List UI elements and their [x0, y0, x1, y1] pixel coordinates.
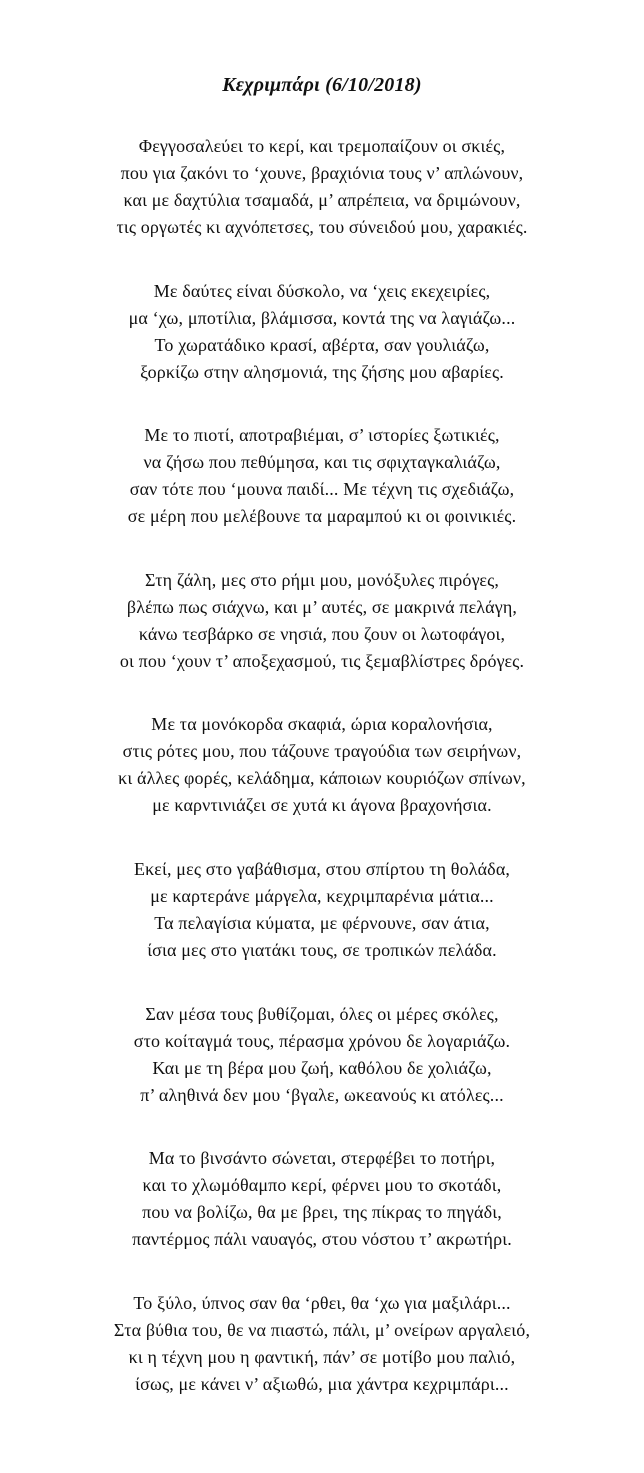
verse-line: Και με τη βέρα μου ζωή, καθόλου δε χολιάζω, — [152, 1057, 492, 1078]
verse-line: Το ξύλο, ύπνος σαν θα ‘ρθει, θα ‘χω για μαξιλάρι... — [133, 1292, 511, 1313]
stanza-4 — [0, 567, 644, 675]
verse-line: ίσια μες στο γιατάκι τους, σε τροπικών πελάδα. — [147, 939, 497, 960]
verse-line: ίσως, με κάνει ν’ αξιωθώ, μια χάντρα κεχριμπάρι... — [135, 1373, 509, 1394]
verse-line: και το χλωμόθαμπο κερί, φέρνει μου το σκοτάδι, — [142, 1175, 502, 1196]
verse-line: παντέρμος πάλι ναυαγός, στου νόστου τ’ ακρωτήρι. — [132, 1229, 512, 1250]
verse-line: Σαν μέσα τους βυθίζομαι, όλες οι μέρες σκόλες, — [145, 1003, 499, 1024]
verse-line: Το χωρατάδικο κρασί, αβέρτα, σαν γουλιάζω, — [154, 334, 490, 355]
verse-line: Εκεί, μες στο γαβάθισμα, στου σπίρτου τη θολάδα, — [133, 858, 511, 879]
verse-line: ξορκίζω στην αλησμονιά, της ζήσης μου αβαρίες. — [140, 361, 504, 382]
verse-line: να ζήσω που πεθύμησα, και τις σφιχταγκαλιάζω, — [143, 452, 501, 473]
verse-line: που για ζακόνι το ‘χουνε, βραχιόνια τους ν’ απλώνουν, — [120, 163, 524, 183]
verse-line: με καρντινιάζει σε χυτά κι άγονα βραχονήσια. — [152, 795, 492, 816]
stanza-8 — [0, 1145, 644, 1253]
verse-line: στο κοίταγμά τους, πέρασμα χρόνου δε λογαριάζω. — [133, 1030, 511, 1051]
verse-line: π’ αληθινά δεν μου ‘βγαλε, ωκεανούς κι ατόλες... — [140, 1084, 504, 1105]
verse-line: και με δαχτύλια τσαμαδά, μ’ απρέπεια, να δριμώνουν, — [123, 190, 521, 210]
verse-line: Με το πιοτί, αποτραβιέμαι, σ’ ιστορίες ξωτικιές, — [144, 425, 500, 446]
verse-line: σε μέρη που μελέβουνε τα μαραμπού κι οι φοινικιές. — [127, 506, 517, 527]
verse-line: Στη ζάλη, μες στο ρήμι μου, μονόξυλες πιρόγες, — [144, 569, 500, 590]
stanza-3 — [0, 422, 644, 530]
stanza-1 — [0, 133, 644, 241]
verse-line: που να βολίζω, θα με βρει, της πίκρας το πηγάδι, — [142, 1202, 502, 1223]
verse-line: με καρτεράνε μάργελα, κεχριμπαρένια μάτια... — [150, 885, 494, 906]
verse-line: Φεγγοσαλεύει το κερί, και τρεμοπαίζουν οι σκιές, — [138, 136, 506, 156]
stanza-7 — [0, 1001, 644, 1109]
poem-title: Κεχριμπάρι (6/10/2018) — [222, 74, 422, 96]
verse-line: κι άλλες φορές, κελάδημα, κάποιων κουριόζων σπίνων, — [118, 768, 526, 789]
stanza-6 — [0, 856, 644, 964]
verse-line: Με δαύτες είναι δύσκολο, να ‘χεις εκεχειρίες, — [153, 280, 491, 301]
verse-line: Στα βύθια του, θε να πιαστώ, πάλι, μ’ ονείρων αργαλειό, — [113, 1319, 531, 1340]
stanza-5 — [0, 711, 644, 819]
stanza-9 — [0, 1290, 644, 1398]
verse-line: βλέπω πως σιάχνω, και μ’ αυτές, σε μακρινά πελάγη, — [126, 596, 518, 617]
verse-line: Μα το βινσάντο σώνεται, στερφέβει το ποτήρι, — [148, 1148, 496, 1169]
verse-line: τις οργωτές κι αχνόπετσες, του σύνειδού μου, χαρακιές. — [116, 217, 528, 237]
verse-line: κάνω τεσβάρκο σε νησιά, που ζουν οι λωτοφάγοι, — [138, 623, 506, 644]
stanza-2 — [0, 278, 644, 386]
verse-line: Τα πελαγίσια κύματα, με φέρνουνε, σαν άτια, — [154, 912, 490, 933]
verse-line: οι που ‘χουν τ’ αποξεχασμού, τις ξεμαβλίστρες δρόγες. — [119, 650, 525, 671]
verse-line: σαν τότε που ‘μουνα παιδί... Με τέχνη τις σχεδιάζω, — [129, 479, 515, 500]
verse-line: κι η τέχνη μου η φαντική, πάν’ σε μοτίβο μου παλιό, — [128, 1346, 516, 1367]
verse-line: στις ρότες μου, που τάζουνε τραγούδια των σειρήνων, — [122, 741, 522, 762]
verse-line: μα ‘χω, μποτίλια, βλάμισσα, κοντά της να λαγιάζω... — [128, 307, 516, 328]
verse-line: Με τα μονόκορδα σκαφιά, ώρια κοραλονήσια, — [151, 714, 493, 735]
